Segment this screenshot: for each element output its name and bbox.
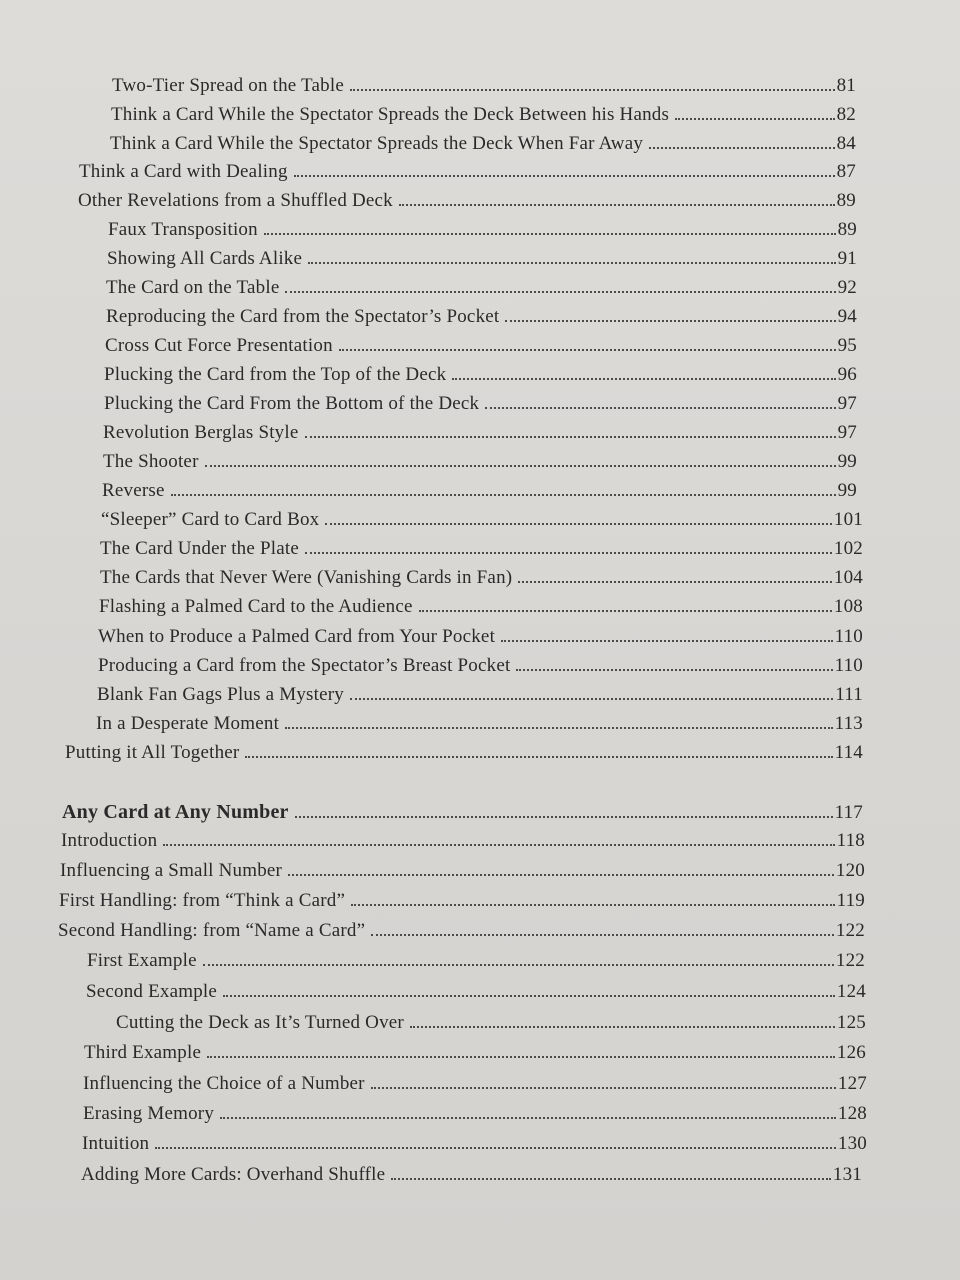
toc-entry-page: 124	[836, 981, 866, 1002]
toc-entry-title: Second Example	[86, 981, 218, 1002]
toc-entry	[83, 1103, 867, 1125]
toc-section-heading	[62, 801, 863, 824]
dot-leader	[452, 378, 835, 380]
toc-entry	[87, 950, 865, 972]
dot-leader	[518, 581, 832, 583]
dot-leader	[505, 320, 835, 322]
toc-entry-title: Faux Transposition	[108, 219, 258, 240]
toc-entry	[60, 860, 865, 882]
toc-entry	[97, 684, 863, 706]
toc-entry	[107, 248, 857, 270]
toc-entry	[108, 219, 857, 241]
toc-entry-page: 89	[836, 190, 856, 211]
section-heading-page: 117	[834, 802, 863, 823]
toc-entry-title: Two-Tier Spread on the Table	[112, 75, 344, 96]
toc-entry-page: 101	[833, 509, 863, 530]
toc-entry-title: Cross Cut Force Presentation	[105, 335, 333, 356]
toc-entry-page: 114	[834, 742, 863, 763]
toc-entry-page: 122	[835, 920, 865, 941]
dot-leader	[325, 523, 832, 525]
dot-leader	[339, 349, 836, 351]
dot-leader	[171, 494, 836, 496]
toc-entry-title: Plucking the Card From the Bottom of the Deck	[104, 393, 480, 414]
toc-entry-page: 118	[836, 830, 865, 851]
toc-entry-title: Third Example	[84, 1042, 202, 1063]
toc-entry-title: The Card on the Table	[106, 277, 280, 298]
dot-leader	[371, 934, 834, 936]
toc-entry-title: Introduction	[61, 830, 158, 851]
toc-entry-page: 97	[837, 422, 857, 443]
toc-entry-title: “Sleeper” Card to Card Box	[101, 509, 320, 530]
toc-entry-page: 91	[837, 248, 857, 269]
toc-entry-page: 108	[833, 596, 863, 617]
toc-entry-page: 81	[836, 75, 856, 96]
toc-entry	[106, 306, 857, 328]
toc-entry-title: First Handling: from “Think a Card”	[59, 890, 346, 911]
toc-entry	[111, 104, 856, 126]
toc-entry-title: The Shooter	[103, 451, 199, 472]
toc-entry-page: 128	[837, 1103, 867, 1124]
dot-leader	[288, 874, 834, 876]
toc-entry	[106, 277, 857, 299]
dot-leader	[264, 233, 836, 235]
toc-entry-page: 110	[834, 626, 863, 647]
toc-entry	[86, 981, 866, 1003]
toc-entry-page: 104	[833, 567, 863, 588]
dot-leader	[203, 964, 834, 966]
toc-entry	[103, 451, 857, 473]
toc-entry-title: Adding More Cards: Overhand Shuffle	[81, 1164, 386, 1185]
toc-entry-title: Cutting the Deck as It’s Turned Over	[116, 1012, 404, 1033]
toc-entry-title: Showing All Cards Alike	[107, 248, 303, 269]
toc-entry-page: 113	[834, 713, 863, 734]
dot-leader	[155, 1147, 836, 1149]
dot-leader	[351, 904, 834, 906]
toc-entry-title: Influencing a Small Number	[60, 860, 283, 881]
toc-entry	[104, 364, 857, 386]
toc-entry-title: The Card Under the Plate	[100, 538, 299, 559]
toc-entry	[100, 538, 863, 560]
toc-entry	[104, 393, 857, 415]
toc-entry-title: Think a Card with Dealing	[79, 161, 288, 182]
toc-entry-title: Intuition	[82, 1133, 150, 1154]
toc-entry-page: 119	[836, 890, 865, 911]
toc-entry	[101, 509, 863, 531]
dot-leader	[245, 756, 832, 758]
dot-leader	[649, 147, 835, 149]
dot-leader	[163, 844, 834, 846]
toc-entry-title: Reverse	[102, 480, 165, 501]
toc-entry	[81, 1164, 862, 1186]
dot-leader	[285, 727, 833, 729]
toc-entry-page: 99	[837, 451, 857, 472]
toc-entry	[65, 742, 863, 764]
toc-entry	[96, 713, 863, 735]
dot-leader	[294, 175, 835, 177]
toc-entry	[58, 920, 865, 942]
dot-leader	[419, 610, 832, 612]
dot-leader	[391, 1178, 831, 1180]
toc-entry-title: Plucking the Card from the Top of the Deck	[104, 364, 447, 385]
toc-entry-title: When to Produce a Palmed Card from Your Pocket	[98, 626, 496, 647]
dot-leader	[485, 407, 835, 409]
toc-entry-page: 82	[836, 104, 856, 125]
toc-entry-title: Influencing the Choice of a Number	[83, 1073, 365, 1094]
toc-entry-title: Revolution Berglas Style	[103, 422, 299, 443]
toc-entry-page: 97	[837, 393, 857, 414]
toc-entry-page: 120	[835, 860, 865, 881]
dot-leader	[516, 669, 832, 671]
toc-entry-page: 126	[836, 1042, 866, 1063]
toc-entry-title: Second Handling: from “Name a Card”	[58, 920, 366, 941]
dot-leader	[501, 640, 833, 642]
dot-leader	[205, 465, 836, 467]
dot-leader	[207, 1056, 835, 1058]
toc-entry-page: 122	[835, 950, 865, 971]
toc-entry	[61, 830, 865, 852]
toc-entry	[116, 1012, 866, 1034]
toc-entry-title: The Cards that Never Were (Vanishing Cards in Fan)	[100, 567, 513, 588]
toc-entry	[103, 422, 857, 444]
dot-leader	[371, 1087, 836, 1089]
dot-leader	[285, 291, 835, 293]
toc-entry	[100, 567, 863, 589]
toc-entry-page: 95	[837, 335, 857, 356]
toc-entry	[105, 335, 857, 357]
toc-entry	[83, 1073, 867, 1095]
toc-entry	[82, 1133, 867, 1155]
toc-entry	[110, 133, 856, 155]
toc-entry-page: 89	[837, 219, 857, 240]
toc-entry-title: Reproducing the Card from the Spectator’s Pocket	[106, 306, 500, 327]
toc-entry	[98, 626, 863, 648]
toc-entry-title: First Example	[87, 950, 197, 971]
dot-leader	[223, 995, 835, 997]
dot-leader	[305, 552, 832, 554]
toc-entry-page: 110	[834, 655, 863, 676]
dot-leader	[305, 436, 836, 438]
toc-entry	[59, 890, 865, 912]
toc-entry-title: Producing a Card from the Spectator’s Breast Pocket	[98, 655, 511, 676]
dot-leader	[410, 1026, 835, 1028]
dot-leader	[350, 698, 833, 700]
toc-entry-page: 99	[837, 480, 857, 501]
toc-entry	[79, 161, 856, 183]
toc-entry-page: 125	[836, 1012, 866, 1033]
dot-leader	[399, 204, 835, 206]
toc-entry-title: Blank Fan Gags Plus a Mystery	[97, 684, 344, 705]
toc-entry-title: Think a Card While the Spectator Spreads the Deck When Far Away	[110, 133, 644, 154]
toc-entry-title: Flashing a Palmed Card to the Audience	[99, 596, 413, 617]
toc-entry-title: Think a Card While the Spectator Spreads the Deck Between his Hands	[111, 104, 670, 125]
dot-leader	[675, 118, 835, 120]
toc-entry-page: 84	[836, 133, 856, 154]
toc-entry-page: 130	[837, 1133, 867, 1154]
toc-entry-page: 92	[837, 277, 857, 298]
toc-entry-page: 94	[837, 306, 857, 327]
toc-entry	[99, 596, 863, 618]
toc-entry	[78, 190, 856, 212]
toc-entry-page: 102	[833, 538, 863, 559]
dot-leader	[295, 816, 833, 818]
toc-entry-title: In a Desperate Moment	[96, 713, 280, 734]
toc-entry-page: 127	[837, 1073, 867, 1094]
toc-entry-title: Other Revelations from a Shuffled Deck	[78, 190, 393, 211]
toc-entry	[98, 655, 863, 677]
toc-entry-title: Erasing Memory	[83, 1103, 215, 1124]
toc-entry	[84, 1042, 866, 1064]
toc-entry-page: 131	[832, 1164, 862, 1185]
dot-leader	[350, 89, 835, 91]
dot-leader	[220, 1117, 836, 1119]
toc-entry	[102, 480, 857, 502]
toc-entry-title: Putting it All Together	[65, 742, 240, 763]
toc-entry	[112, 75, 856, 97]
toc-entry-page: 87	[836, 161, 856, 182]
toc-entry-page: 96	[837, 364, 857, 385]
toc-entry-page: 111	[835, 684, 863, 705]
dot-leader	[308, 262, 835, 264]
section-heading-title: Any Card at Any Number	[62, 801, 289, 823]
